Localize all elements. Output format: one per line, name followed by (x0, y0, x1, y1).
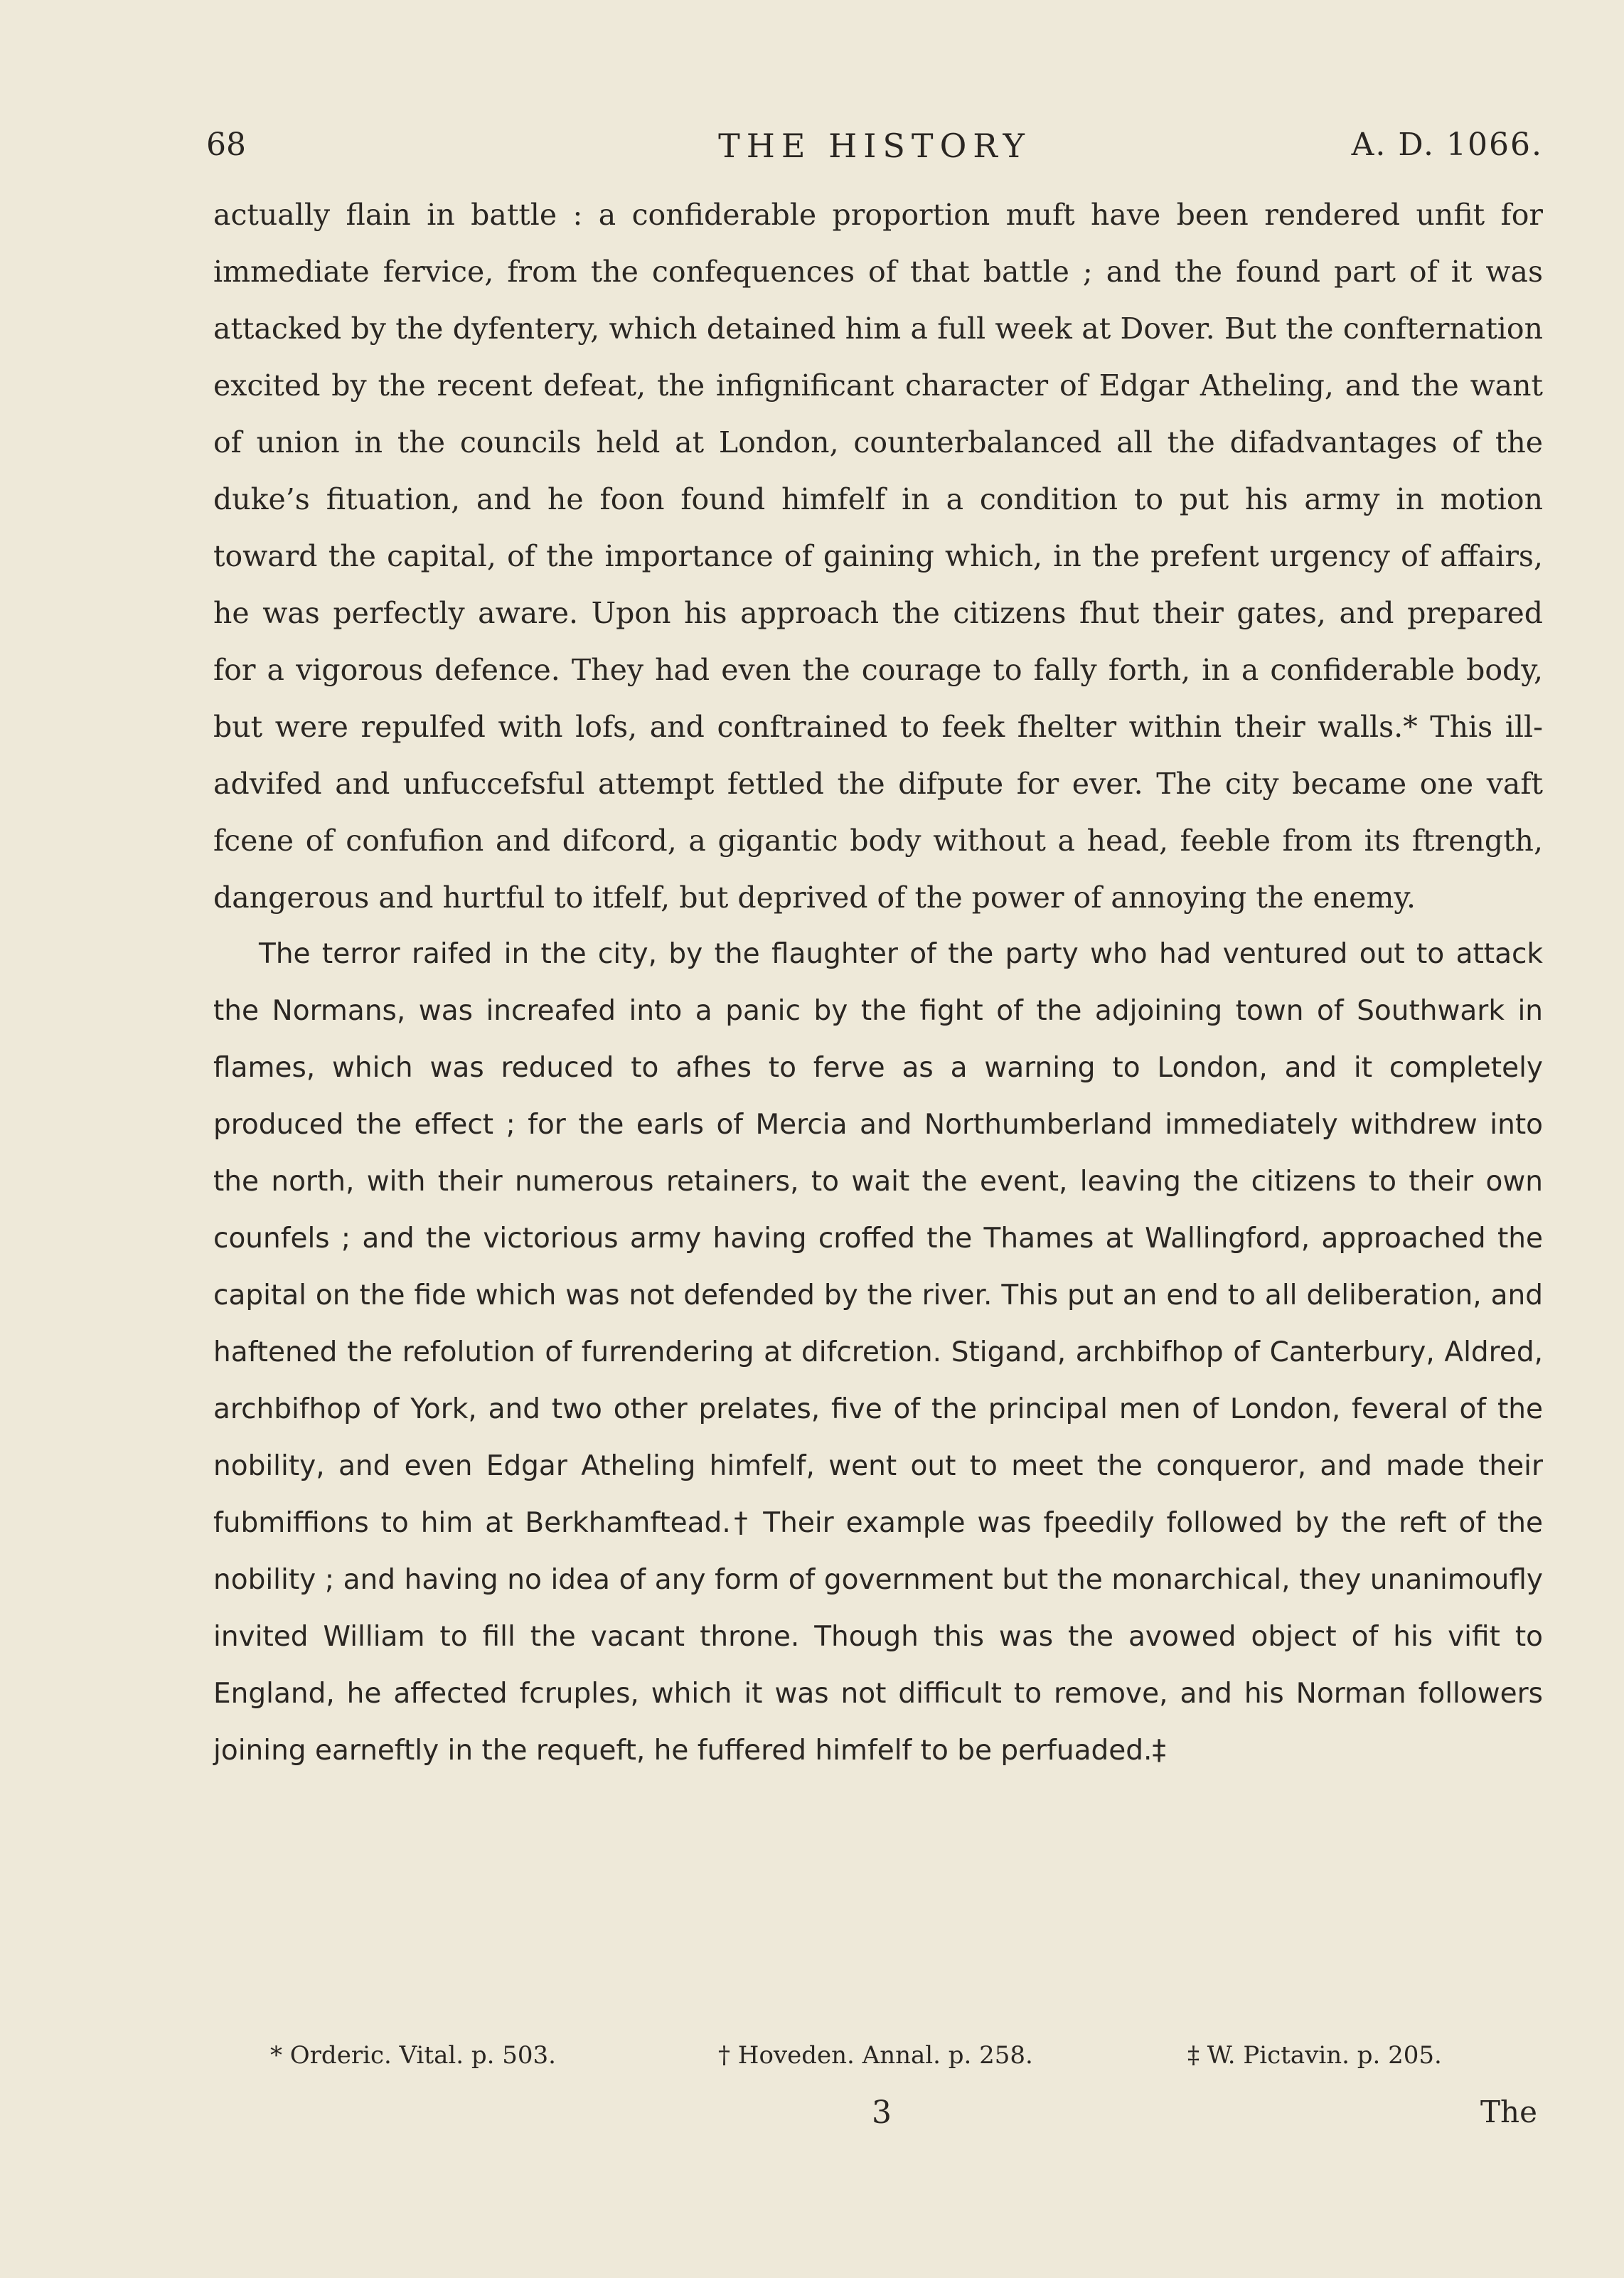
footnote: * Orderic. Vital. p. 503. (270, 2041, 556, 2070)
catchword: The (1480, 2095, 1537, 2129)
footnote: ‡ W. Pictavin. p. 205. (1187, 2041, 1442, 2070)
footnote: † Hoveden. Annal. p. 258. (718, 2041, 1033, 2070)
signature-mark: 3 (872, 2095, 892, 2131)
running-title: THE HISTORY (718, 127, 1031, 165)
page-header (206, 127, 1543, 176)
date-label: A. D. 1066. (1351, 127, 1543, 163)
body-text (213, 186, 1543, 1779)
page-number: 68 (206, 127, 246, 163)
paragraph: The terror raifed in the city, by the flaughter of the party who had ventured out to attack the Normans, was increafed into a panic by the fight of the adjoining town of Southwark in flames, which was reduced to afhes to ferve as a warning to London, and it completely produced the effect ; for the earls of Mercia and Northumberland immediately withdrew into the north, with their numerous retainers, to wait the event, leaving the citizens to their own counfels ; and the victorious army having croffed the Thames at Wallingford, approached the capital on the fide which was not defended by the river. This put an end to all deliberation, and haftened the refolution of furrendering at difcretion. Stigand, archbifhop of Canterbury, Aldred, archbifhop of York, and two other prelates, five of the principal men of London, feveral of the nobility, and even Edgar Atheling himfelf, went out to meet the conqueror, and made their fubmiffions to him at Berkhamftead.† Their example was fpeedily followed by the reft of the nobility ; and having no idea of any form of government but the monarchical, they unanimoufly invited William to fill the vacant throne. Though this was the avowed object of his vifit to England, he affected fcruples, which it was not difficult to remove, and his Norman followers joining earneftly in the requeft, he fuffered himfelf to be perfuaded.‡ (213, 938, 1543, 1767)
paragraph: actually flain in battle : a confiderable proportion muft have been rendered unfit for immediate fervice, from the confequences of that battle ; and the found part of it was attacked by the dyfentery, which detained him a full week at Dover. But the confternation excited by the recent defeat, the infignificant character of Edgar Atheling, and the want of union in the councils held at London, counterbalanced all the difadvantages of the duke’s fituation, and he foon found himfelf in a condition to put his army in motion toward the capital, of the importance of gaining which, in the prefent urgency of affairs, he was perfectly aware. Upon his approach the citizens fhut their gates, and prepared for a vigorous defence. They had even the courage to fally forth, in a confiderable body, but were repulfed with lofs, and conftrained to feek fhelter within their walls.* This ill-advifed and unfuccefsful attempt fettled the difpute for ever. The city became one vaft fcene of confufion and difcord, a gigantic body without a head, feeble from its ftrength, dangerous and hurtful to itfelf, but deprived of the power of annoying the enemy. (213, 198, 1543, 915)
footnotes (270, 2041, 1543, 2084)
